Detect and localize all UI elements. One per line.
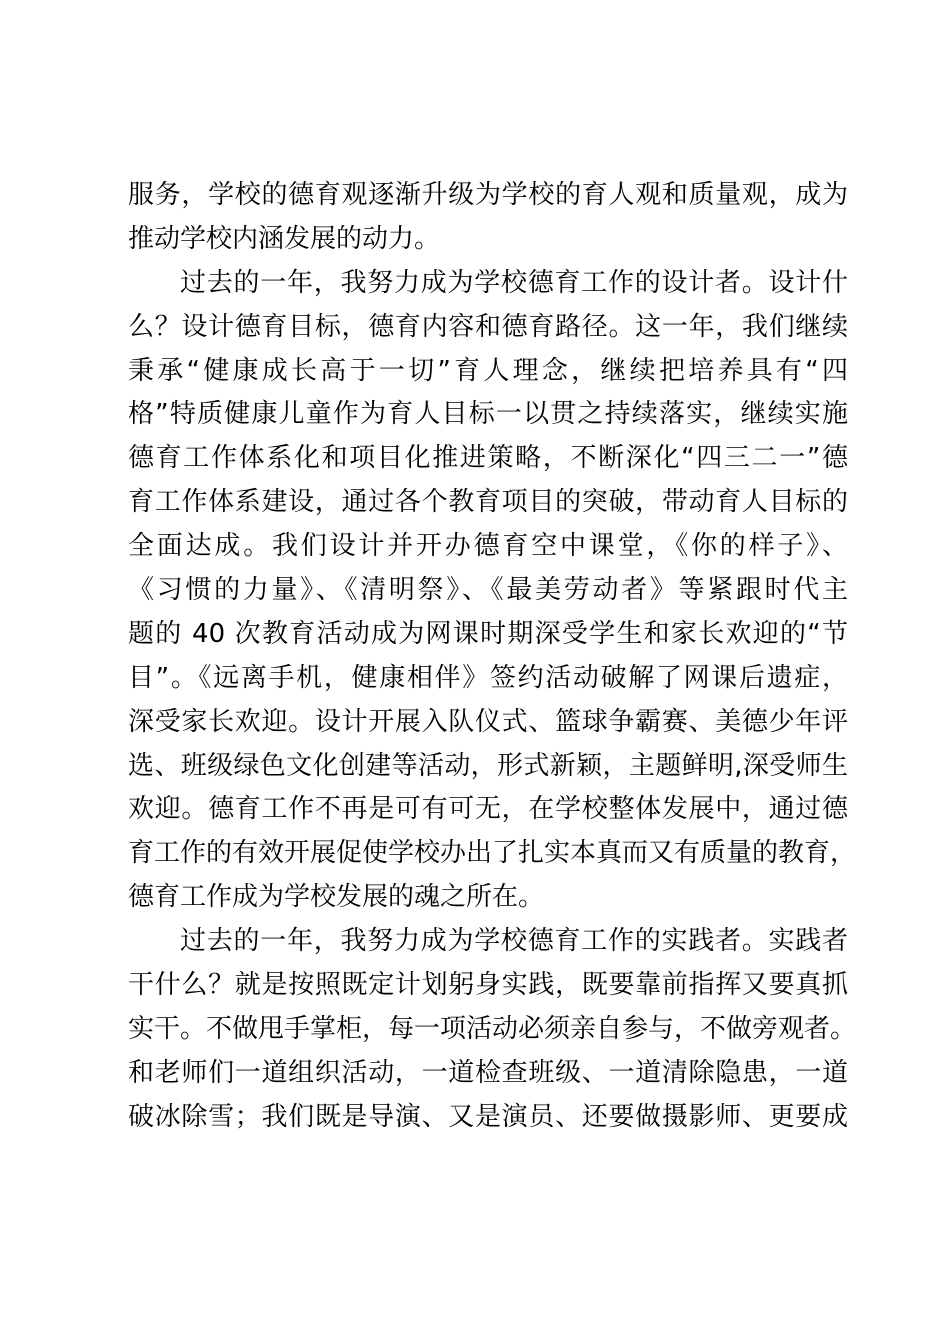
text-line: 德育工作成为学校发展的魂之所在。	[128, 882, 545, 913]
text-line: 欢迎。德育工作不再是可有可无，在学校整体发展中，通过德	[128, 794, 848, 825]
text-line: 么？设计德育目标，德育内容和德育路径。这一年，我们继续	[128, 311, 848, 342]
text-line: 目”。《远离手机，健康相伴》签约活动破解了网课后遗症，	[128, 662, 848, 693]
text-line: 德育工作体系化和项目化推进策略，不断深化“四三二一”德	[128, 443, 848, 474]
text-line: 育工作体系建设，通过各个教育项目的突破，带动育人目标的	[128, 487, 848, 518]
text-line: 育工作的有效开展促使学校办出了扎实本真而又有质量的教育，	[128, 838, 857, 869]
text-line: 《习惯的力量》、《清明祭》、《最美劳动者》等紧跟时代主	[128, 575, 848, 606]
text-line: 题的 40 次教育活动成为网课时期深受学生和家长欢迎的“节	[128, 618, 848, 649]
paragraph-first-line: 过去的一年，我努力成为学校德育工作的设计者。设计什	[180, 267, 848, 298]
text-line: 实干。不做甩手掌柜，每一项活动必须亲自参与，不做旁观者。	[128, 1013, 857, 1044]
text-line: 和老师们一道组织活动，一道检查班级、一道清除隐患，一道	[128, 1057, 848, 1088]
text-line: 全面达成。我们设计并开办德育空中课堂，《你的样子》、	[128, 531, 848, 562]
text-line: 选、班级绿色文化创建等活动，形式新颖，主题鲜明,深受师生	[128, 750, 848, 781]
text-line: 推动学校内涵发展的动力。	[128, 223, 441, 254]
text-line: 秉承“健康成长高于一切”育人理念，继续把培养具有“四	[128, 355, 848, 386]
text-line: 破冰除雪；我们既是导演、又是演员、还要做摄影师、更要成	[128, 1101, 848, 1132]
text-line: 深受家长欢迎。设计开展入队仪式、篮球争霸赛、美德少年评	[128, 706, 848, 737]
text-line: 格”特质健康儿童作为育人目标一以贯之持续落实，继续实施	[128, 399, 848, 430]
paragraph-first-line: 过去的一年，我努力成为学校德育工作的实践者。实践者	[180, 926, 848, 957]
document-body	[128, 174, 857, 1140]
text-line: 干什么？就是按照既定计划躬身实践，既要靠前指挥又要真抓	[128, 970, 848, 1001]
text-line: 服务，学校的德育观逐渐升级为学校的育人观和质量观，成为	[128, 180, 848, 210]
